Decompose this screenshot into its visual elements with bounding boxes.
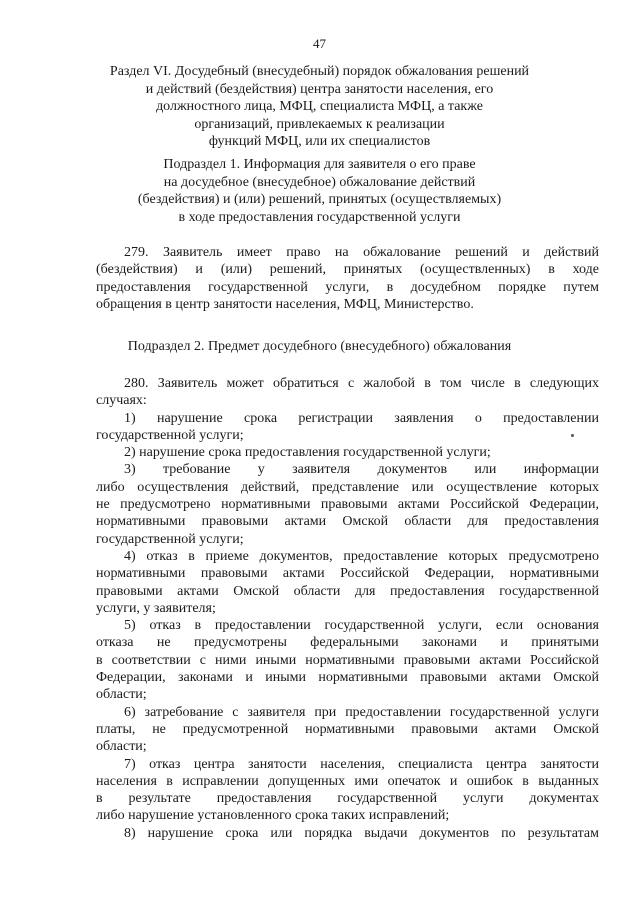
- list-item-3-line: не предусмотрено нормативными правовыми актами Российской Федерации,: [96, 497, 599, 513]
- paragraph-280: [96, 375, 599, 842]
- list-item-5-line: области;: [96, 687, 147, 703]
- section-title-line: организаций, привлекаемых к реализации: [194, 116, 445, 132]
- section-title-line: и действий (бездействия) центра занятости населения, его: [145, 81, 494, 97]
- list-item-7-line: в результате предоставления государственной услуги документах: [96, 791, 599, 807]
- list-item-5-line: в соответствии с ними иными нормативными правовыми актами Российской: [96, 652, 599, 668]
- list-item-3-line: нормативными правовыми актами Омской области для предоставления: [96, 514, 599, 530]
- paragraph-279: [96, 244, 599, 313]
- subsection-1-title-line: в ходе предоставления государственной услуги: [178, 209, 461, 225]
- section-title-line: Раздел VI. Досудебный (внесудебный) порядок обжалования решений: [109, 64, 530, 79]
- section-title-line: должностного лица, МФЦ, специалиста МФЦ, а также: [156, 99, 483, 114]
- list-item-5-line: отказа не предусмотрены федеральными законами и принятыми: [96, 635, 599, 651]
- list-item-1-line: государственной услуги;: [96, 427, 244, 443]
- list-item-5-line: Федерации, законами и иными нормативными правовыми актами Омской: [96, 670, 599, 686]
- list-item-4-line: услуги, у заявителя;: [96, 600, 216, 616]
- text-line: обращения в центр занятости населения, МФЦ, Министерство.: [96, 296, 474, 312]
- text-line: предоставления государственной услуги, в досудебном порядке путем: [96, 279, 599, 295]
- section-title: [0, 63, 639, 151]
- text-line: 279. Заявитель имеет право на обжалование решений и действий: [124, 245, 599, 260]
- list-item-6-line: области;: [96, 739, 147, 755]
- subsection-1-title-line: (бездействия) и (или) решений, принятых (осуществляемых): [137, 192, 502, 207]
- page-number: 47: [313, 36, 326, 51]
- subsection-1-title-line: на досудебное (внесудебное) обжалование действий: [163, 174, 476, 190]
- section-title-line: функций МФЦ, или их специалистов: [208, 134, 431, 149]
- text-line: (бездействия) и (или) решений, принятых (осуществленных) в ходе: [96, 262, 599, 278]
- list-item-3-line: 3) требование у заявителя документов или информации: [124, 462, 599, 478]
- text-line: 280. Заявитель может обратиться с жалобой в том числе в следующих: [124, 376, 599, 391]
- subsection-2-title: [0, 338, 639, 356]
- list-item-1-line: 1) нарушение срока регистрации заявления о предоставлении: [124, 410, 599, 426]
- list-item-6-line: 6) затребование с заявителя при предоставлении государственной услуги: [124, 704, 599, 720]
- list-item-3-line: государственной услуги;: [96, 531, 244, 547]
- list-item-6-line: платы, не предусмотренной нормативными правовыми актами Омской: [96, 721, 599, 737]
- list-item-7-line: либо нарушение установленного срока таких исправлений;: [96, 808, 450, 824]
- scan-speck: [571, 434, 574, 437]
- list-item-5-line: 5) отказ в предоставлении государственной услуги, если основания: [124, 618, 599, 634]
- list-item-7-line: 7) отказ центра занятости населения, специалиста центра занятости: [124, 756, 599, 772]
- subsection-1-title: [0, 156, 639, 226]
- list-item-4-line: правовыми актами Омской области для предоставления государственной: [96, 583, 599, 599]
- list-item-7-line: населения в исправлении допущенных ими опечаток и ошибок в выданных: [96, 773, 599, 789]
- list-item-3-line: либо осуществления действий, представление или осуществление которых: [96, 479, 599, 495]
- subsection-1-title-line: Подраздел 1. Информация для заявителя о его праве: [163, 157, 476, 172]
- list-item-8-line: 8) нарушение срока или порядка выдачи документов по результатам: [124, 825, 599, 841]
- list-item-2-line: 2) нарушение срока предоставления государственной услуги;: [124, 445, 491, 461]
- text-line: случаях:: [96, 393, 147, 409]
- list-item-4-line: 4) отказ в приеме документов, предоставление которых предусмотрено: [124, 548, 599, 564]
- subsection-2-title-line: Подраздел 2. Предмет досудебного (внесудебного) обжалования: [127, 339, 512, 354]
- list-item-4-line: нормативными правовыми актами Российской Федерации, нормативными: [96, 566, 599, 582]
